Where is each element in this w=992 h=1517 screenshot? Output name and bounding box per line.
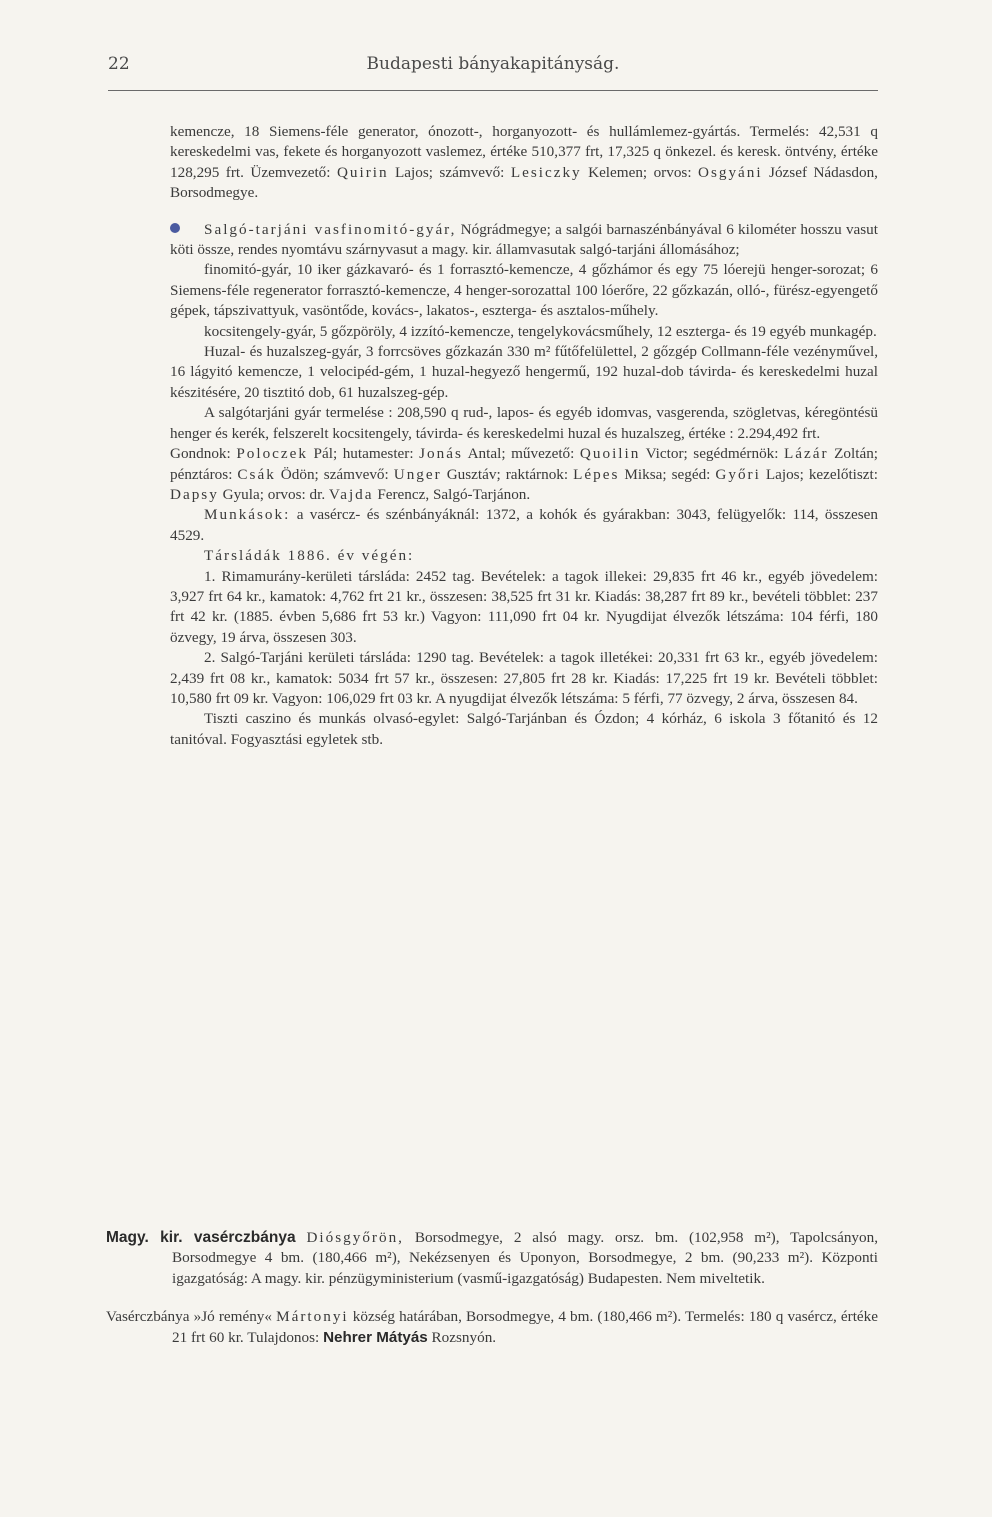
- paragraph-egyletek: Tiszti caszino és munkás olvasó-egylet: Salgó-Tarjánban és Ózdon; 4 kórház, 6 iskola 3 főtanitó és 12 tanitóval. Fogyasztási egyletek stb.: [170, 710, 878, 748]
- entry-diosgyor: Magy. kir. vasérczbánya Diósgyőrön, Borsodmegye, 2 alsó magy. orsz. bm. (102,958 m²), Tapolcsányon, Borsodmegye 4 bm. (180,466 m²), Nekézsenyen és Uponyon, Borsodmegye, 2 bm. (90,233 m²). Központi igazgatóság: A magy. kir. pénzügyministerium (vasmű-igazgatóság) Budapesten. Nem miveltetik.: [106, 1229, 878, 1287]
- bullet-marker-icon: [170, 223, 180, 233]
- main-text: [170, 122, 878, 750]
- page-header: [108, 54, 878, 80]
- paragraph-munkasok: Munkások: a vasércz- és szénbányáknál: 1372, a kohók és gyárakban: 3043, felügyelők: 114, összesen 4529.: [170, 506, 878, 544]
- paragraph-termeles: A salgótarjáni gyár termelése : 208,590 q rud-, lapos- és egyéb idomvas, vasgerenda, szögletvas, kéregöntésü henger és kerék, felszerelt kocsitengely, távirda- és kereskedelmi huzal és huzalszeg, értéke : 2.294,492 frt.: [170, 404, 878, 442]
- paragraph-salgotarjan: Salgó-tarjáni vasfinomitó-gyár, Nógrádmegye; a salgói barnaszénbányával 6 kilométer hosszu vasut köti össze, rendes nyomtávu szárnyvasut a magy. kir. államvasutak salgó-tarjáni állomásához;: [170, 220, 879, 259]
- paragraph-finomito: finomitó-gyár, 10 iker gázkavaró- és 1 forrasztó-kemencze, 4 gőzhámor és egy 75 lóerejü henger-sorozat; 6 Siemens-féle regenerator forrasztó-kemencze, 4 henger-sorozattal 100 lóerőre, 22 gőzkazán, olló-, fürész-egyengető gépek, tápszivattyuk, vasöntőde, kovács-, lakatos-, eszterga- és asztalos-műhely.: [170, 261, 878, 320]
- entry-jo-remeny: Vasérczbánya »Jó remény« Mártonyi község határában, Borsodmegye, 4 bm. (180,466 m²). Termelés: 180 q vasércz, értéke 21 frt 60 kr. Tulajdonos: Nehrer Mátyás Rozsnyón.: [106, 1308, 878, 1346]
- header-rule: [108, 90, 878, 91]
- running-title: Budapesti bányakapitányság.: [366, 54, 620, 74]
- paragraph-tarsladak-heading: Társládák 1886. év végén:: [204, 547, 415, 565]
- paragraph-staff: Gondnok: Poloczek Pál; hutamester: Jonás Antal; művezető: Quoilin Victor; segédmérnök: Lázár Zoltán; pénztáros: Csák Ödön; számvevő: Unger Gusztáv; raktárnok: Lépes Miksa; segéd: Győri Lajos; kezelőtiszt: Dapsy Gyula; orvos: dr. Vajda Ferencz, Salgó-Tarjánon.: [170, 445, 879, 503]
- paragraph-tarslada-2: 2. Salgó-Tarjáni kerületi társláda: 1290 tag. Bevételek: a tagok illetékei: 20,331 frt 63 kr., egyéb jövedelem: 2,439 frt 08 kr., kamatok: 5034 frt 57 kr., összesen: 27,805 frt 28 kr. Kiadás: 17,225 frt 19 kr. Bevételi többlet: 10,580 frt 09 kr. Vagyon: 106,029 frt 03 kr. A nyugdijat élvezők létszáma: 5 férfi, 77 özvegy, 2 árva, összesen 84.: [170, 649, 878, 707]
- paragraph-1: kemencze, 18 Siemens-féle generator, ónozott-, horganyozott- és hullámlemez-gyártás. Termelés: 42,531 q kereskedelmi vas, fekete és horganyozott vaslemez, értéke 510,377 frt, 17,325 q önkezel. és keresk. öntvény, értéke 128,295 frt. Üzemvezető: Quirin Lajos; számvevő: Lesiczky Kelemen; orvos: Osgyáni József Nádasdon, Borsodmegye.: [170, 123, 878, 202]
- paragraph-tarslada-1: 1. Rimamurány-kerületi társláda: 2452 tag. Bevételek: a tagok illekei: 29,835 frt 46 kr., egyéb jövedelem: 3,927 frt 64 kr., kamatok: 4,762 frt 21 kr., összesen: 38,525 frt 31 kr. Kiadás: 38,287 frt 89 kr., bevételi többlet: 237 frt 42 kr. (1885. évben 5,686 frt 53 kr.) Vagyon: 111,090 frt 04 kr. Nyugdijat élvezők létszáma: 104 férfi, 180 özvegy, 19 árva, összesen 303.: [170, 567, 878, 646]
- page-number: 22: [108, 54, 130, 74]
- paragraph-kocsitengely: kocsitengely-gyár, 5 gőzpöröly, 4 izzító-kemencze, tengelykovácsműhely, 12 eszterga- és 19 egyéb munkagép.: [204, 322, 877, 340]
- bottom-entries: [106, 1228, 878, 1348]
- paragraph-huzal: Huzal- és huzalszeg-gyár, 3 forrcsöves gőzkazán 330 m² fűtőfelülettel, 2 gőzgép Collmann-féle vezényművel, 16 lágyitó kemencze, 1 velocipéd-gém, 1 huzal-hegyező hengermű, 192 huzal-dob távirda- és kereskedelmi huzal készitésére, 20 tisztitó dob, 61 huzalszeg-gép.: [170, 343, 878, 401]
